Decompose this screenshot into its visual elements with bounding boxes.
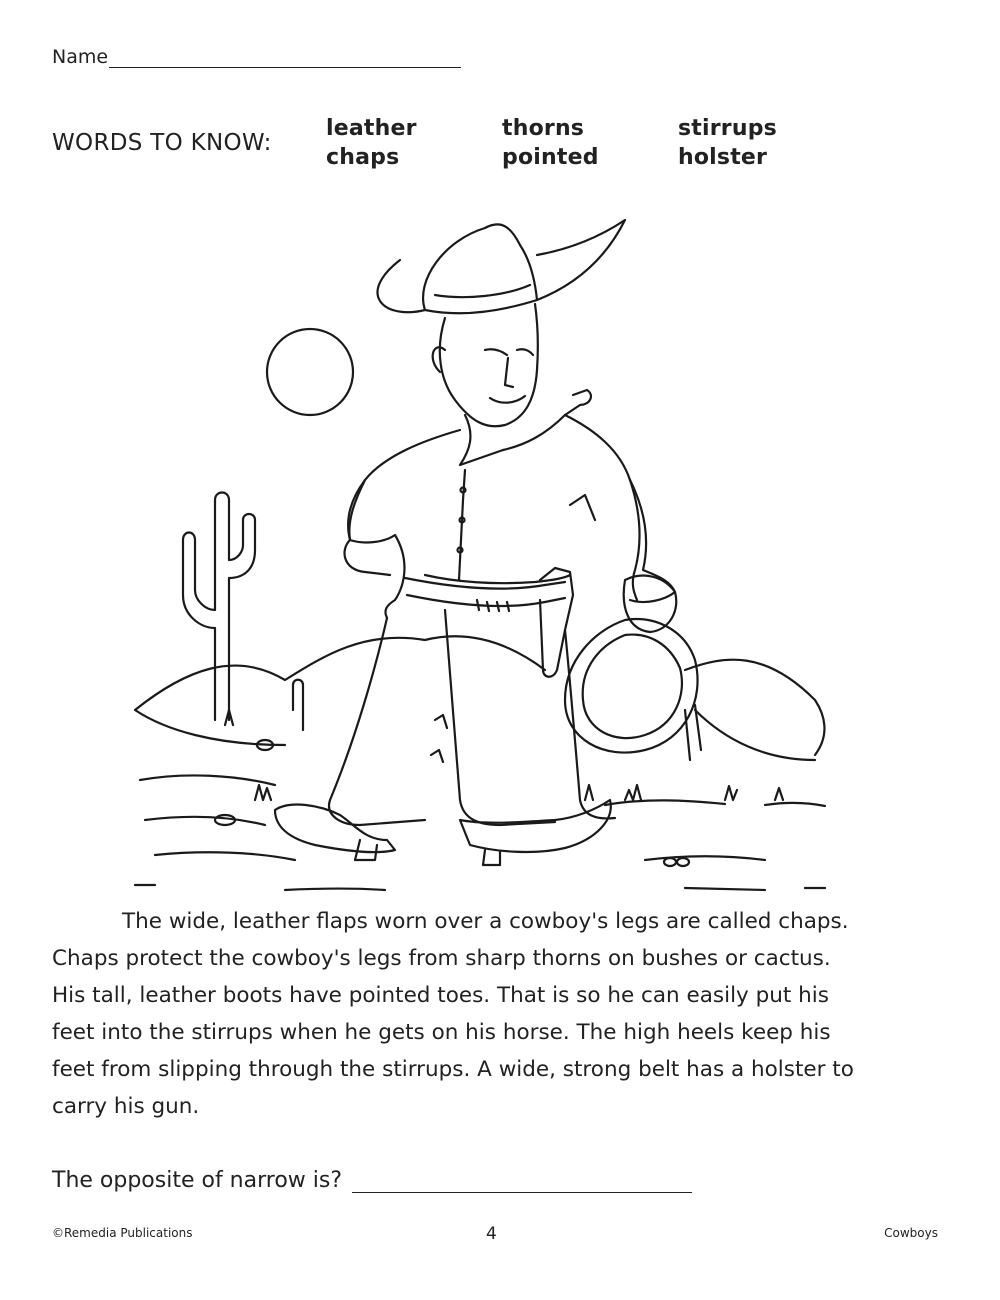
cowboy-head (440, 304, 538, 426)
word-pointed: pointed (502, 145, 599, 170)
hills (135, 636, 824, 755)
passage-line-6: carry his gun. (52, 1094, 200, 1119)
bandana (460, 390, 591, 465)
name-line (109, 47, 461, 68)
lasso-icon (565, 619, 698, 752)
question-row (52, 1168, 692, 1193)
reading-passage (52, 903, 932, 1125)
word-stirrups: stirrups (678, 116, 777, 141)
cactus-icon (183, 493, 255, 721)
word-chaps: chaps (326, 145, 400, 170)
passage-line-4: feet into the stirrups when he gets on his horse. The high heels keep his (52, 1020, 831, 1045)
name-label: Name (52, 46, 109, 68)
question-text: The opposite of narrow is? (52, 1168, 343, 1193)
passage-line-2: Chaps protect the cowboy's legs from sharp thorns on bushes or cactus. (52, 946, 831, 971)
answer-line[interactable] (352, 1170, 692, 1193)
ground (135, 775, 825, 890)
footer-title: Cowboys (884, 1226, 938, 1240)
passage-line-3: His tall, leather boots have pointed toes. That is so he can easily put his (52, 983, 829, 1008)
chaps (329, 610, 615, 825)
word-thorns: thorns (502, 116, 585, 141)
sun-icon (267, 329, 353, 415)
word-leather: leather (326, 116, 417, 141)
cowboy-torso (348, 415, 639, 600)
words-to-know-label: WORDS TO KNOW: (52, 130, 272, 156)
footer-publisher: ©Remedia Publications (52, 1226, 193, 1240)
passage-line-5: feet from slipping through the stirrups. A wide, strong belt has a holster to (52, 1057, 854, 1082)
passage-line-1: The wide, leather flaps worn over a cowboy's legs are called chaps. (122, 909, 849, 934)
boot-right (460, 800, 611, 852)
word-holster: holster (678, 145, 768, 170)
hat-icon (378, 220, 625, 313)
page-number: 4 (486, 1224, 497, 1244)
name-row (52, 46, 461, 68)
cowboy-illustration (125, 200, 845, 900)
